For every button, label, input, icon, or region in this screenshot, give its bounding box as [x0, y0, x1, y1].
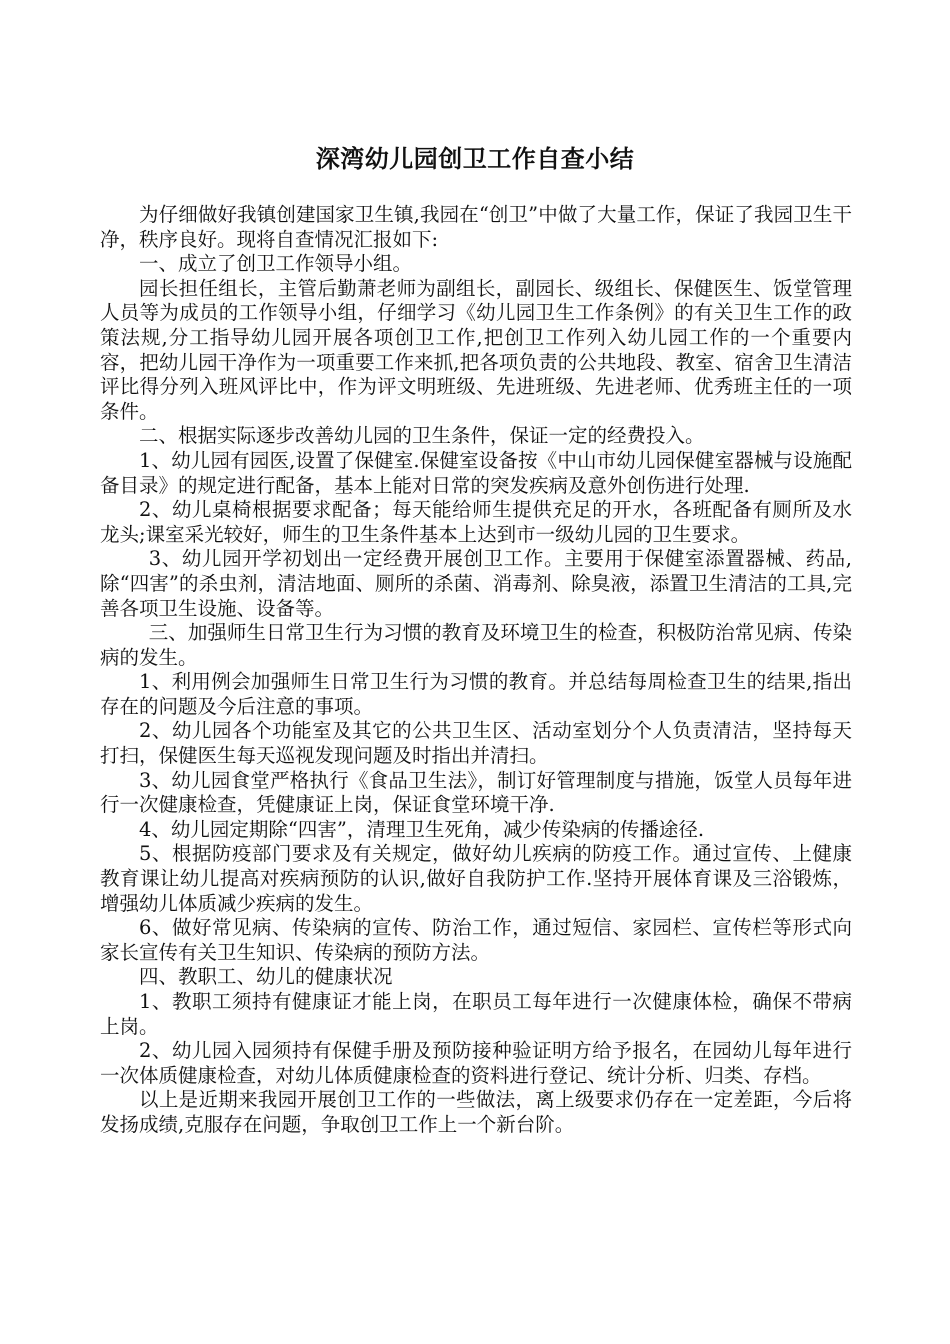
list-item: 2、幼儿园各个功能室及其它的公共卫生区、活动室划分个人负责清洁，坚持每天打扫，保健医生每天巡视发现问题及时指出并清扫。	[100, 719, 852, 768]
list-item: 1、教职工须持有健康证才能上岗，在职员工每年进行一次健康体检，确保不带病上岗。	[100, 990, 852, 1038]
list-item: 3、幼儿园开学初划出一定经费开展创卫工作。主要用于保健室添置器械、药品,除“四害”的杀虫剂，清洁地面、厕所的杀菌、消毒剂、除臭液，添置卫生清洁的工具,完善各项卫生设施、设备等。	[100, 547, 852, 620]
section-heading-1: 一、成立了创卫工作领导小组。	[139, 252, 413, 276]
closing-paragraph: 以上是近期来我园开展创卫工作的一些做法，离上级要求仍存在一定差距，今后将发扬成绩,克服存在问题，争取创卫工作上一个新台阶。	[100, 1088, 852, 1136]
list-item: 4、幼儿园定期除“四害”，清理卫生死角，减少传染病的传播途径.	[139, 817, 705, 841]
list-item: 3、幼儿园食堂严格执行《食品卫生法》，制订好管理制度与措施，饭堂人员每年进行一次健康检查，凭健康证上岗，保证食堂环境干净.	[100, 768, 852, 817]
list-item: 1、利用例会加强师生日常卫生行为习惯的教育。并总结每周检查卫生的结果,指出存在的问题及今后注意的事项。	[100, 670, 852, 718]
list-item: 1、幼儿园有园医,设置了保健室.保健室设备按《中山市幼儿园保健室器械与设施配备目录》的规定进行配备，基本上能对日常的突发疾病及意外创伤进行处理.	[100, 448, 852, 497]
intro-paragraph: 为仔细做好我镇创建国家卫生镇,我园在“创卫”中做了大量工作，保证了我园卫生干净，秩序良好。现将自查情况汇报如下:	[100, 203, 852, 251]
list-item: 5、根据防疫部门要求及有关规定，做好幼儿疾病的防疫工作。通过宣传、上健康教育课让幼儿提高对疾病预防的认识,做好自我防护工作.坚持开展体育课及三浴锻炼，增强幼儿体质减少疾病的发生。	[100, 842, 852, 915]
list-item: 6、做好常见病、传染病的宣传、防治工作，通过短信、家园栏、宣传栏等形式向家长宣传有关卫生知识、传染病的预防方法。	[100, 916, 852, 964]
section-heading-4: 四、教职工、幼儿的健康状况	[139, 965, 393, 989]
list-item: 2、幼儿园入园须持有保健手册及预防接种验证明方给予报名，在园幼儿每年进行一次体质健康检查，对幼儿体质健康检查的资料进行登记、统计分析、归类、存档。	[100, 1039, 852, 1087]
document-title: 深湾幼儿园创卫工作自查小结	[315, 145, 635, 173]
document-body	[100, 203, 852, 1138]
section-heading-3: 三、加强师生日常卫生行为习惯的教育及环境卫生的检查，积极防治常见病、传染病的发生。	[100, 621, 852, 669]
list-item: 2、幼儿桌椅根据要求配备；每天能给师生提供充足的开水，各班配备有厕所及水龙头;课室采光较好，师生的卫生条件基本上达到市一级幼儿园的卫生要求。	[100, 498, 852, 546]
section-heading-2: 二、根据实际逐步改善幼儿园的卫生条件，保证一定的经费投入。	[139, 424, 705, 448]
body-paragraph: 园长担任组长，主管后勤萧老师为副组长，副园长、级组长、保健医生、饭堂管理人员等为成员的工作领导小组，仔细学习《幼儿园卫生工作条例》的有关卫生工作的政策法规,分工指导幼儿园开展各项创卫工作,把创卫工作列入幼儿园工作的一个重要内容，把幼儿园干净作为一项重要工作来抓,把各项负责的公共地段、教室、宿舍卫生清洁评比得分列入班风评比中，作为评文明班级、先进班级、先进老师、优秀班主任的一项条件。	[100, 276, 852, 423]
